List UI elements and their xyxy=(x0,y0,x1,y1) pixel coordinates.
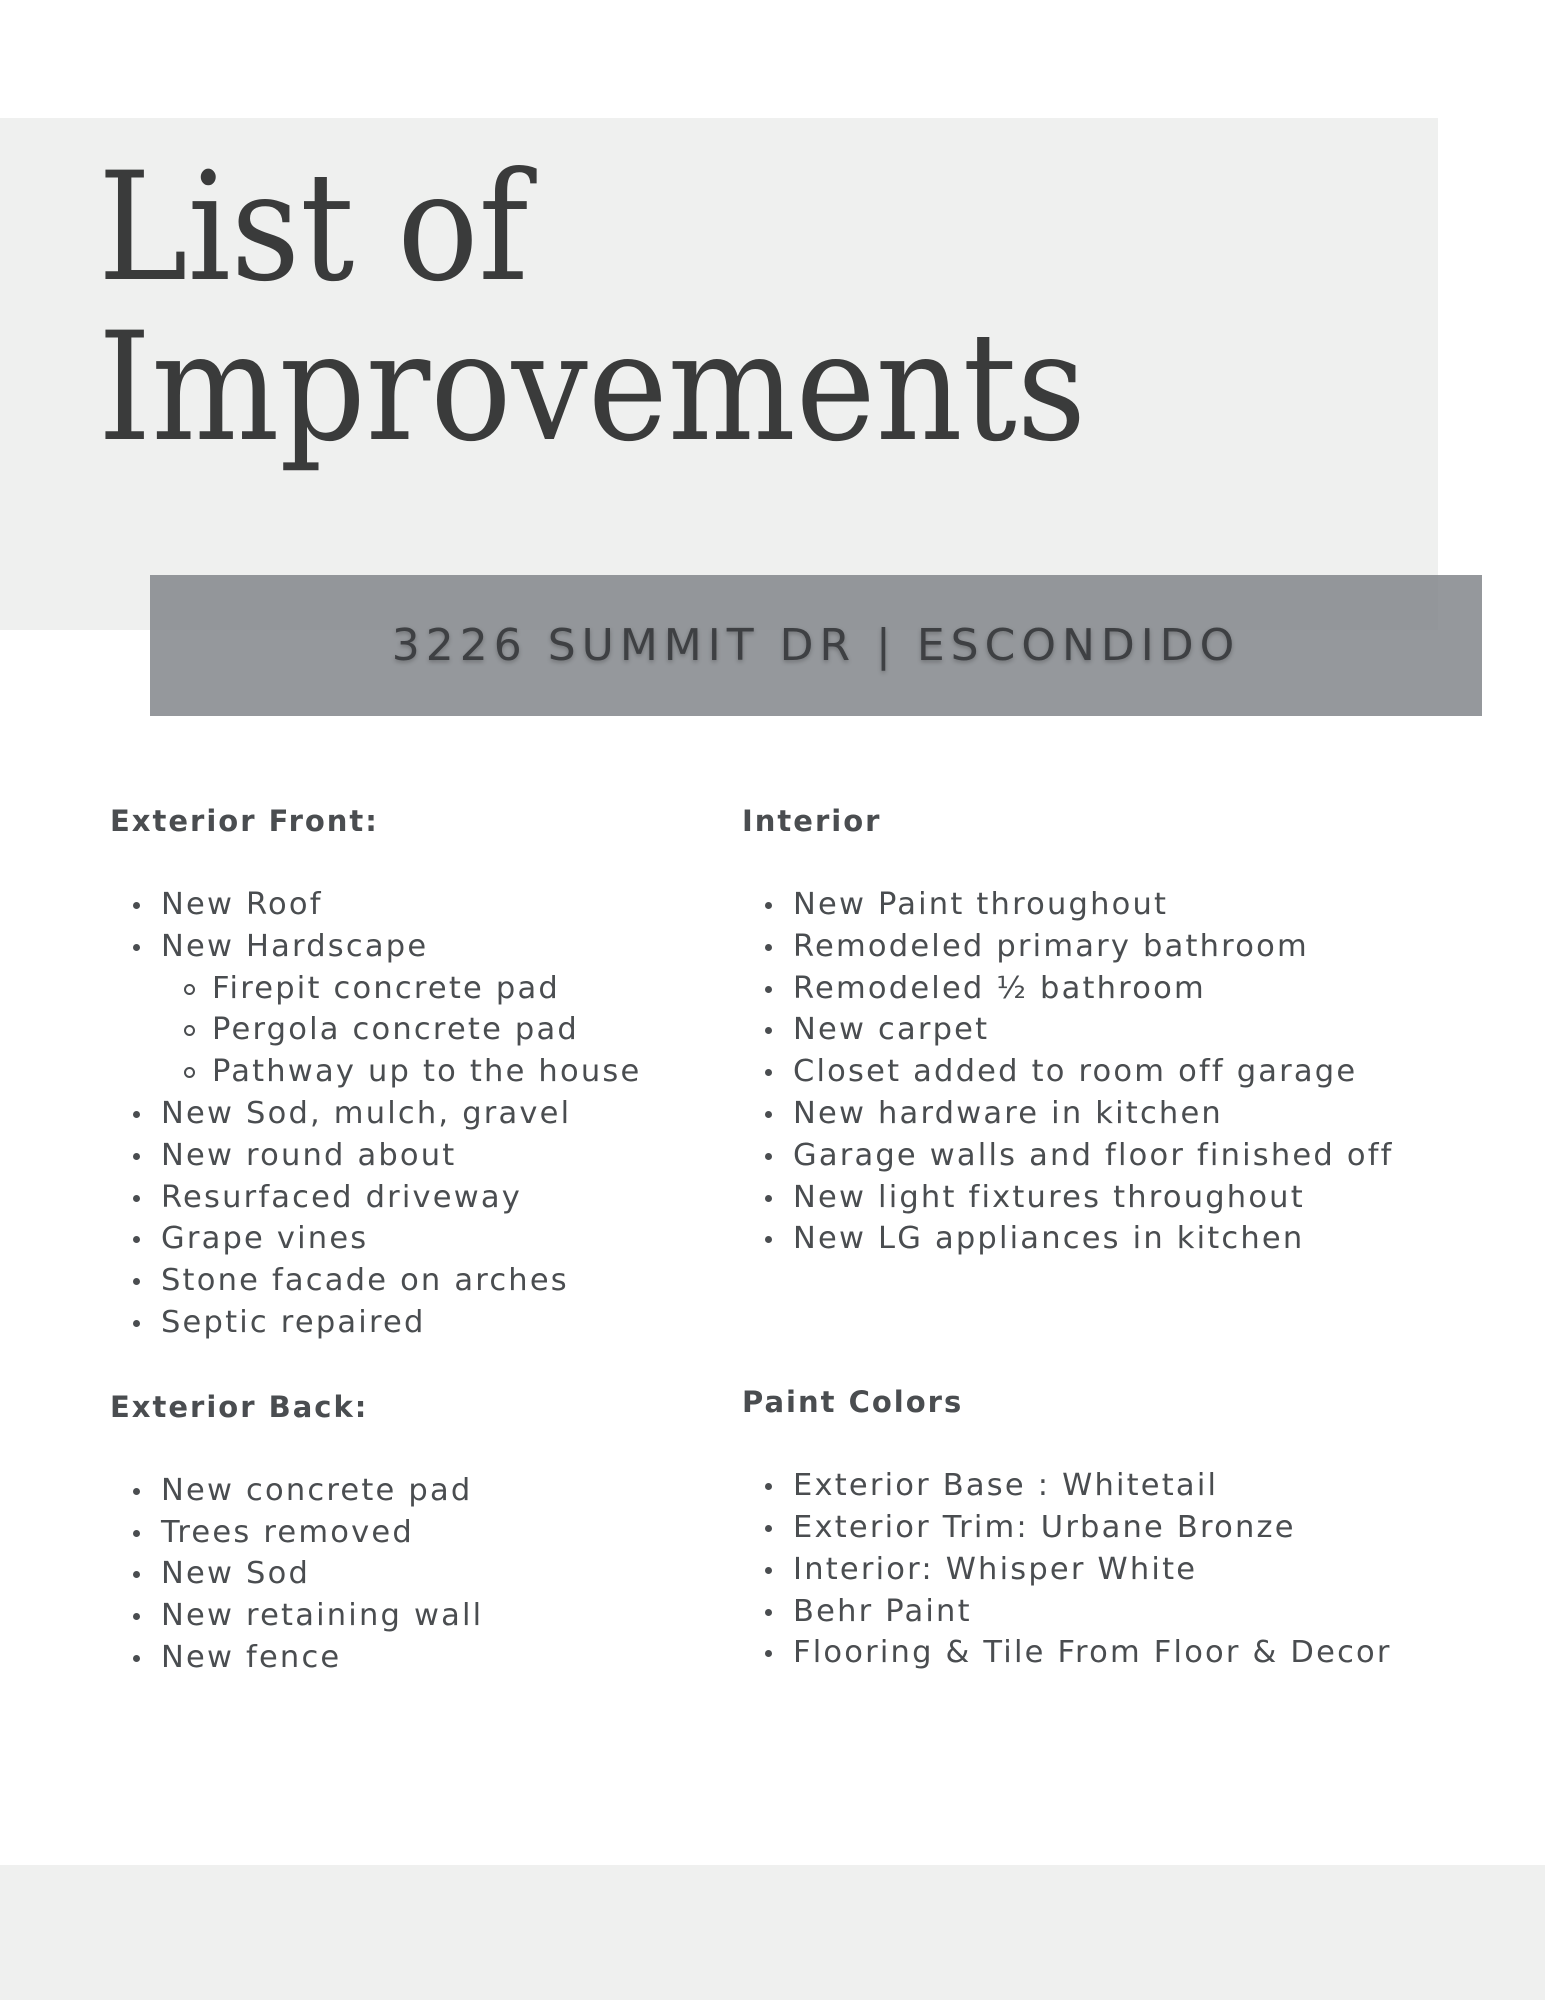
bullet-icon xyxy=(133,1613,140,1620)
bullet-icon xyxy=(765,1567,772,1574)
list-item xyxy=(110,1302,710,1344)
bullet-icon xyxy=(765,1069,772,1076)
list-item-label: Remodeled primary bathroom xyxy=(793,928,1309,964)
list-item-label: Resurfaced driveway xyxy=(161,1179,523,1215)
bullet-icon xyxy=(765,1111,772,1118)
right-column xyxy=(742,800,1482,1674)
bullet-icon xyxy=(133,1236,140,1243)
list-item-label: New Sod xyxy=(161,1556,311,1592)
bullet-icon xyxy=(133,944,140,951)
bullet-icon xyxy=(133,1195,140,1202)
list-item xyxy=(110,1470,710,1512)
list-item-label: Behr Paint xyxy=(793,1593,972,1629)
bullet-icon xyxy=(765,1525,772,1532)
exterior-front-heading: Exterior Front: xyxy=(110,804,379,838)
list-item xyxy=(110,926,710,968)
bullet-icon xyxy=(765,1650,772,1657)
bullet-icon xyxy=(765,986,772,993)
exterior-back-list xyxy=(110,1470,710,1679)
bullet-icon xyxy=(133,1488,140,1495)
list-item xyxy=(742,1591,1482,1633)
list-item xyxy=(742,1218,1482,1260)
paint-colors-section xyxy=(742,1381,1482,1674)
list-item-label: Flooring & Tile From Floor & Decor xyxy=(793,1635,1392,1671)
list-item-label: New round about xyxy=(161,1137,457,1173)
bullet-icon xyxy=(765,1236,772,1243)
list-item xyxy=(110,1512,710,1554)
list-item xyxy=(742,1177,1482,1219)
bullet-icon xyxy=(133,1655,140,1662)
list-item xyxy=(110,1218,710,1260)
interior-section xyxy=(742,800,1482,1260)
exterior-back-section xyxy=(110,1386,710,1679)
list-item-label: Stone facade on arches xyxy=(161,1263,569,1299)
page-title-line-1: List of xyxy=(98,141,529,315)
list-item-label: Exterior Trim: Urbane Bronze xyxy=(793,1509,1296,1545)
list-item xyxy=(742,1051,1482,1093)
list-item-label: New hardware in kitchen xyxy=(793,1095,1223,1131)
list-item-label: New light fixtures throughout xyxy=(793,1179,1305,1215)
list-item xyxy=(742,1093,1482,1135)
list-item-label: New Sod, mulch, gravel xyxy=(161,1095,572,1131)
sub-list-item xyxy=(110,968,710,1010)
list-item xyxy=(742,968,1482,1010)
list-item xyxy=(742,1549,1482,1591)
list-item-label: New concrete pad xyxy=(161,1472,473,1508)
bullet-icon xyxy=(133,1530,140,1537)
bullet-icon xyxy=(765,1027,772,1034)
bullet-icon xyxy=(765,1609,772,1616)
list-item-label: New LG appliances in kitchen xyxy=(793,1221,1305,1257)
list-item xyxy=(110,1093,710,1135)
bullet-icon xyxy=(765,1483,772,1490)
list-item xyxy=(110,1553,710,1595)
list-item-label: Pergola concrete pad xyxy=(212,1012,579,1048)
list-item xyxy=(742,1465,1482,1507)
list-item xyxy=(110,1595,710,1637)
list-item-label: New retaining wall xyxy=(161,1598,484,1634)
hollow-bullet-icon xyxy=(184,984,195,995)
list-item-label: Remodeled ½ bathroom xyxy=(793,970,1206,1006)
list-item-label: New carpet xyxy=(793,1012,990,1048)
list-item-label: Interior: Whisper White xyxy=(793,1551,1198,1587)
hollow-bullet-icon xyxy=(184,1067,195,1078)
list-item xyxy=(742,1507,1482,1549)
sub-list-item xyxy=(110,1009,710,1051)
list-item-label: Trees removed xyxy=(161,1514,414,1550)
list-item xyxy=(742,1632,1482,1674)
bullet-icon xyxy=(765,944,772,951)
address-band xyxy=(150,575,1482,716)
list-item-label: Garage walls and floor finished off xyxy=(793,1137,1394,1173)
list-item-label: New Hardscape xyxy=(161,928,429,964)
interior-heading: Interior xyxy=(742,804,882,838)
list-item-label: Firepit concrete pad xyxy=(212,970,560,1006)
list-item-label: Pathway up to the house xyxy=(212,1054,642,1090)
exterior-front-list xyxy=(110,884,710,1344)
bullet-icon xyxy=(133,1278,140,1285)
bullet-icon xyxy=(765,1195,772,1202)
exterior-back-heading: Exterior Back: xyxy=(110,1389,369,1424)
page-title-line-2: Improvements xyxy=(98,301,1087,475)
list-item xyxy=(742,1135,1482,1177)
bullet-icon xyxy=(133,902,140,909)
list-item xyxy=(742,1009,1482,1051)
bullet-icon xyxy=(133,1153,140,1160)
list-item xyxy=(110,1637,710,1679)
list-item-label: Grape vines xyxy=(161,1221,369,1257)
list-item-label: New Roof xyxy=(161,887,323,922)
bullet-icon xyxy=(133,1320,140,1327)
property-address: 3226 SUMMIT DR | ESCONDIDO xyxy=(391,620,1241,671)
list-item-label: Closet added to room off garage xyxy=(793,1054,1358,1090)
bullet-icon xyxy=(765,1153,772,1160)
footer-band xyxy=(0,1865,1545,2000)
left-column xyxy=(110,800,710,1679)
sub-list-item xyxy=(110,1051,710,1093)
list-item-label: New Paint throughout xyxy=(793,887,1169,922)
list-item xyxy=(110,1177,710,1219)
bullet-icon xyxy=(133,1111,140,1118)
bullet-icon xyxy=(765,902,772,909)
list-item-label: Exterior Base : Whitetail xyxy=(793,1468,1219,1504)
list-item xyxy=(742,926,1482,968)
hollow-bullet-icon xyxy=(184,1025,195,1036)
list-item xyxy=(742,884,1482,926)
exterior-front-section xyxy=(110,800,710,1344)
list-item xyxy=(110,884,710,926)
list-item-label: New fence xyxy=(161,1639,342,1675)
bullet-icon xyxy=(133,1571,140,1578)
page-title xyxy=(98,141,1087,475)
list-item xyxy=(110,1260,710,1302)
interior-list xyxy=(742,884,1482,1260)
paint-colors-heading: Paint Colors xyxy=(742,1385,964,1420)
list-item xyxy=(110,1135,710,1177)
list-item-label: Septic repaired xyxy=(161,1304,426,1340)
paint-colors-list xyxy=(742,1465,1482,1674)
